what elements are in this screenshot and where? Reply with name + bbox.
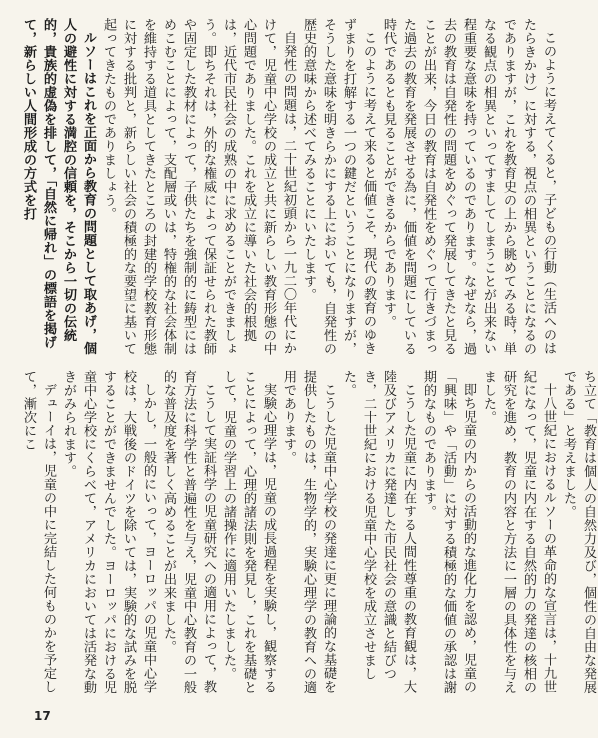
upper-vertical-text: [18, 18, 558, 356]
paragraph: 実験心理学は，児童の成長過程を実験し，観察することによって，心理的諸法則を発見し，これを基礎として，児童の学習上の諸操作に適用いたしました。: [221, 370, 276, 694]
page-number: 17: [34, 709, 51, 723]
paragraph: このように考えてくると，子どもの行動（生活へのはたらきかけ）に対する，視点の相異ということになるのでありますが，これを教育史の上から眺めてみる時，単なる観点の相異といってすましてしまうことが出来ない程重要な意味を持っているのであります。なぜなら，過去の教育は自発性の問題をめぐって発展してきたと見ることが出来，今日の教育は自発性をめぐって行きづまった過去の教育を発展させる為に，価値を問題にしている時代であるとも見ることができるからであります。: [381, 18, 556, 356]
paragraph: 十八世紀におけるルソーの革命的な宣言は，十九世紀になって，児童に内在する自然的力の発達の核相の研究を進め，教育の内容と方法に一層の具体性を与えました。: [481, 370, 556, 694]
paragraph: 即ち児童の内からの活動的な進化力を認め，児童の「興味」や「活動」に対する積極的な価値の承認は謝期的なものであります。: [421, 370, 476, 694]
paragraph: ルソーはこれを正面から教育の問題として取あげ，個人の避性に対する満腔の信頼を，そこから一切の伝統的，貴族的虚偽を排して，「自然に帰れ」の標語を掲げて，新らしい人間形成の方式を打: [21, 18, 96, 356]
paragraph: このように考えて来ると価値こそ，現代の教育のゆきずまりを打解する一つの鍵だということになりますが，そうした意味を明きらかにする上においても，自発性の歴史的意味から述べてみることにいたします。: [301, 18, 376, 356]
paragraph: こうした児童中心学校の発達に更に理論的な基礎を提供したものは，生物学的，実験心理学の教育への適用であります。: [281, 370, 336, 694]
lower-vertical-text: [18, 370, 598, 695]
upper-text-block: [18, 18, 556, 356]
lower-text-block: [18, 370, 596, 695]
paragraph: しかし，一般的にいって，ヨーロッパの児童中心学校は，大戦後のドイツを除いては，実験的な試みを脱することができませんでした。ヨーロッパにおける児童中心学校にくらべて，アメリカにおいては活発な動きがみられます。: [61, 370, 156, 694]
paragraph: こうした児童に内在する人間性尊重の教育観は，大陸及びアメリカに発達した市民社会の意識と結びつき，二十世紀における児童中心学校を成立させました。: [341, 370, 416, 694]
paragraph: 自発性の問題は，二十世紀初頭から一九二〇年代にかけて，児童中心学校の成立と共に新らしい教育形態の中心問題でありました。これを成立に導いた社会的根拠は，近代市民社会の成熟の中に求めることができましょう。即ちそれは，外的な権威によって保証せられた教師や固定した教材によって，子供たちを強制的に鋳型にはめこむことによって，支配層或いは，特権的な社会体制を維持する道具としてきたところの封建的学校教育形態に対する批判と，新らしい社会の積極的な要望に基いて起ってきたものでありましょう。: [101, 18, 296, 356]
paragraph: こうして実証科学の児童研究への適用によって，教育方法に科学性と普遍性を与え，児童中心教育の一般的な普及度を著しく高めることが出来ました。: [161, 370, 216, 694]
paragraph: ち立て「教育は個人の自然力及び，個性の自由な発展である」と考えました。: [561, 370, 596, 694]
paragraph: デューイは，児童の中に完結した何ものかを予定して，漸次にこ: [21, 370, 56, 694]
